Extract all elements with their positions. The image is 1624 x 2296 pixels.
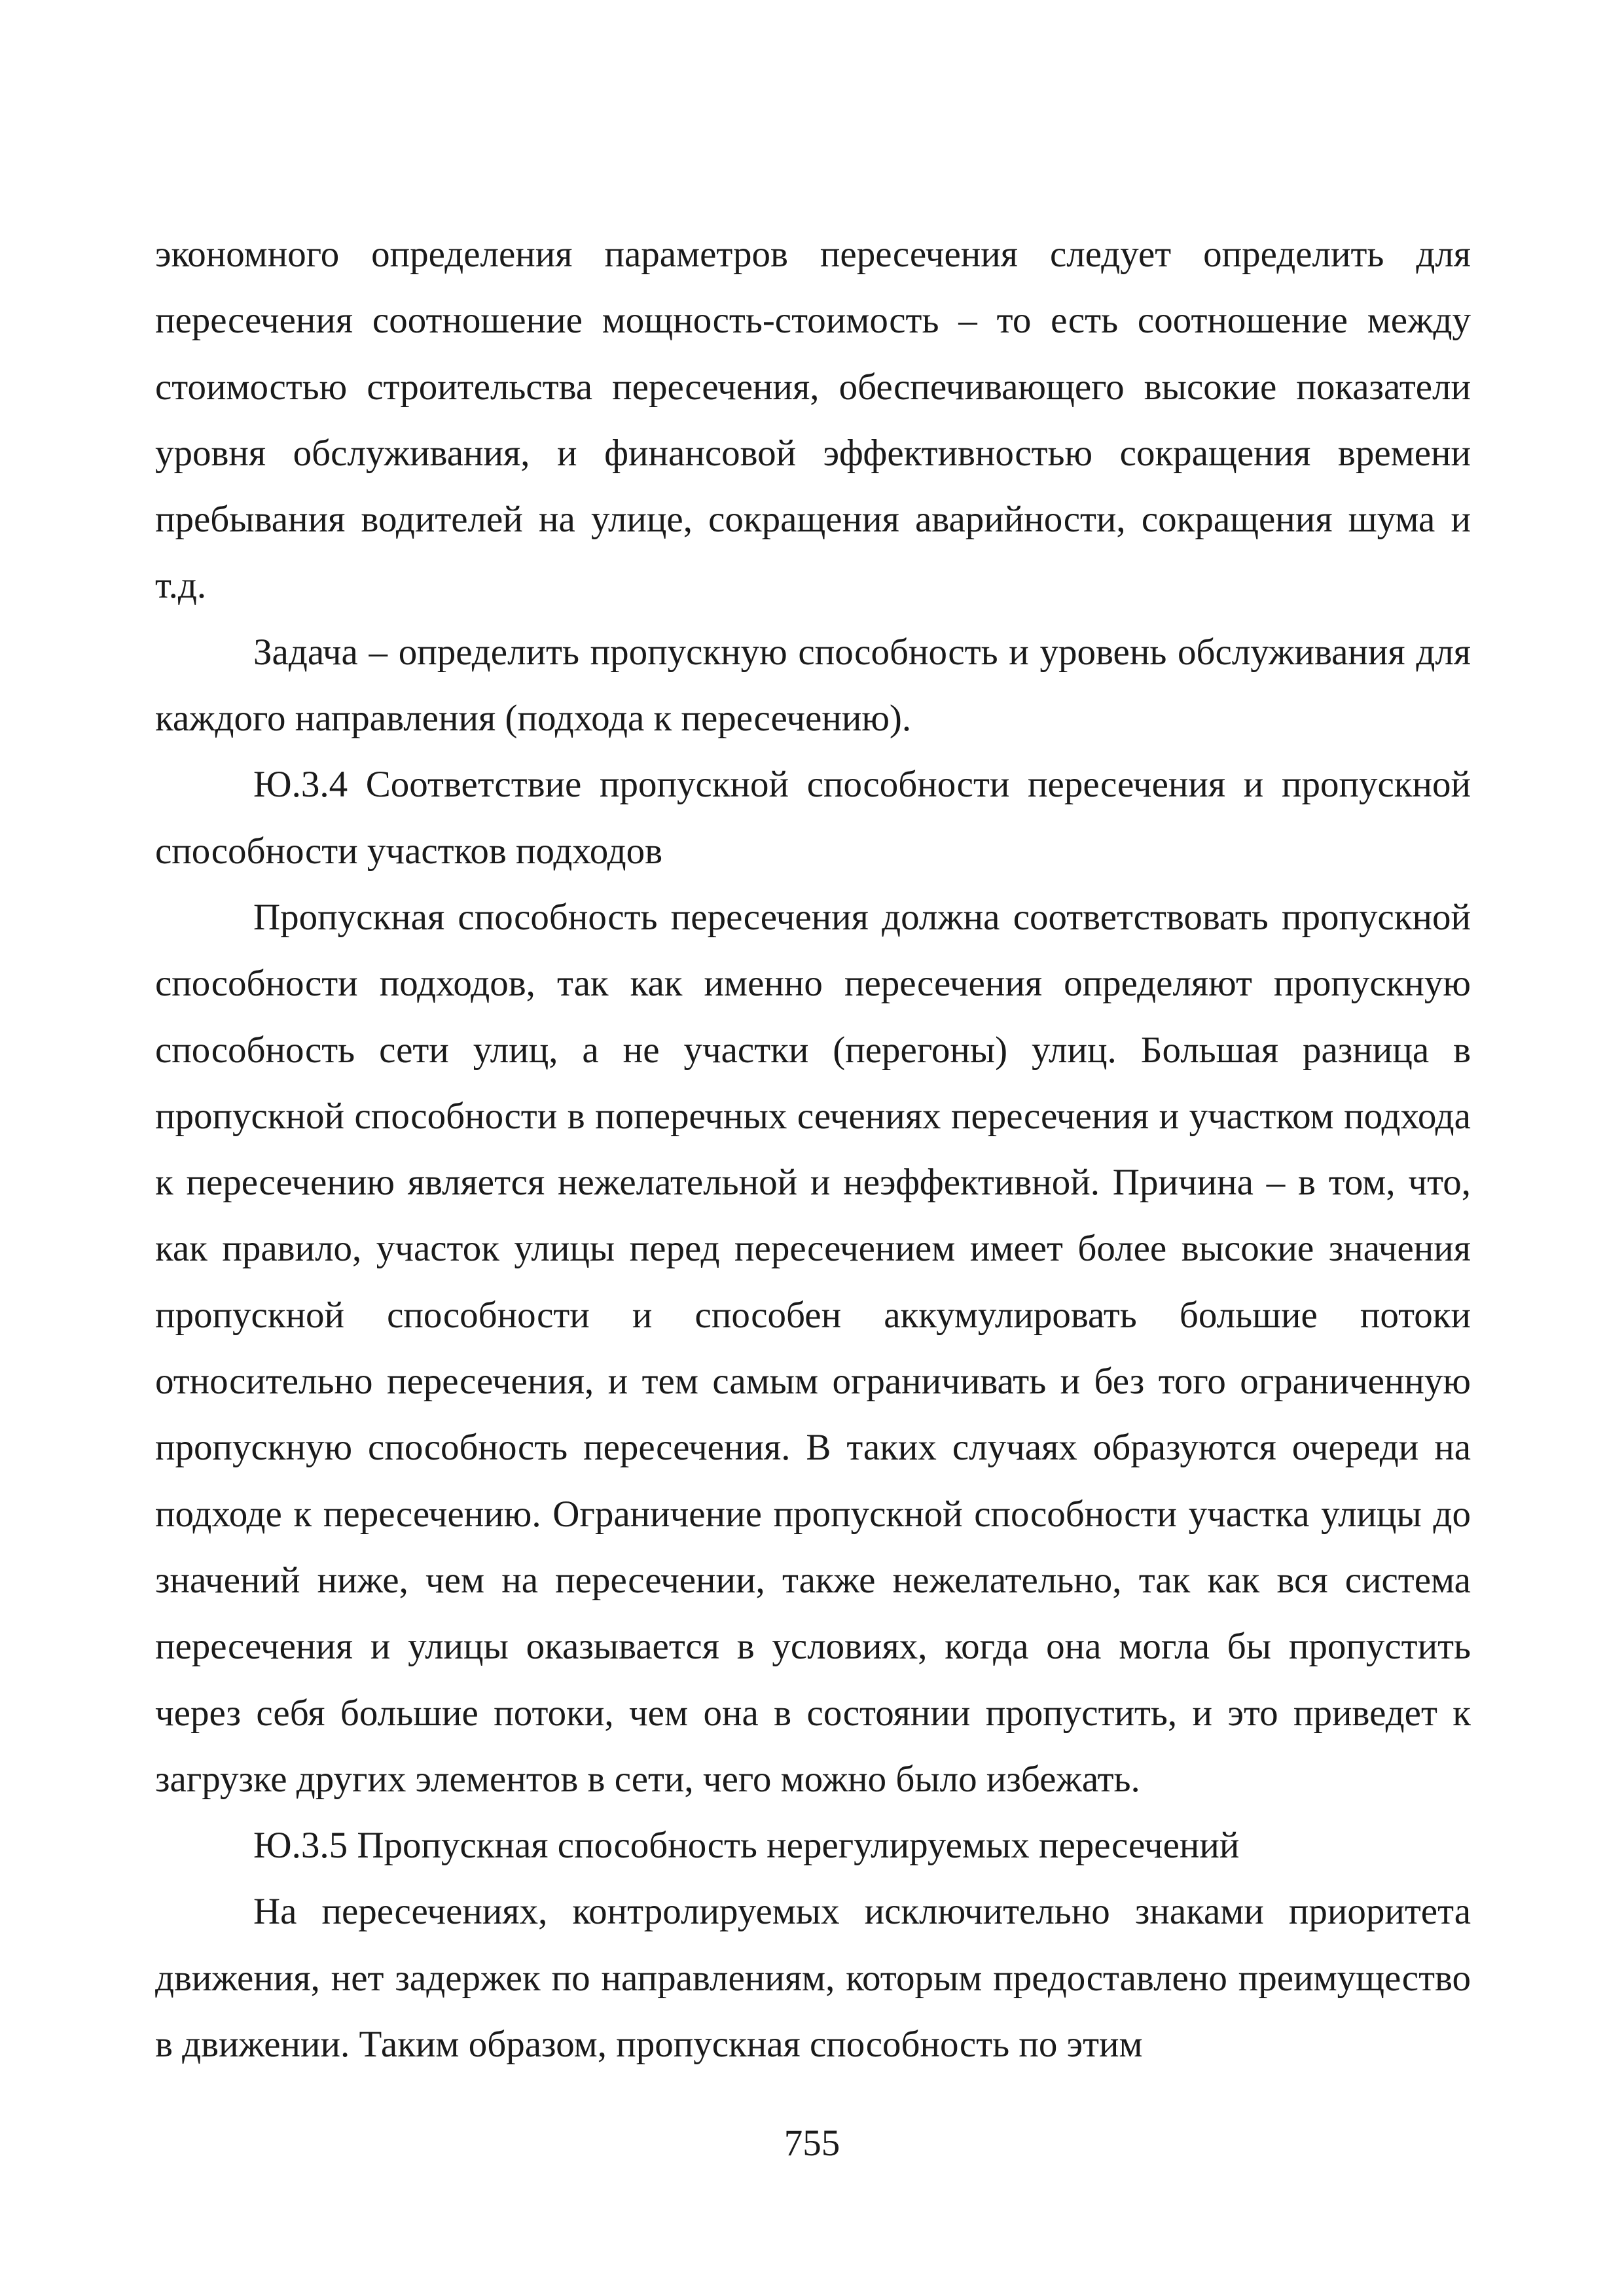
paragraph-task: Задача – определить пропускную способность и уровень обслуживания для каждого направления (подхода к пересечению). <box>155 631 1471 740</box>
paragraph-capacity-match: Пропускная способность пересечения должна соответствовать пропускной способности подходов, так как именно пересечения определяют пропускную способность сети улиц, а не участки (перегоны) улиц. Большая разница в пропускной способности в поперечных сечениях пересечения и участком подхода к пересечению является нежелательной и неэффективной. Причина – в том, что, как правило, участок улицы перед пересечением имеет более высокие значения пропускной способности и способен аккумулировать большие потоки относительно пересечения, и тем самым ограничивать и без того ограниченную пропускную способность пересечения. В таких случаях образуются очереди на подходе к пересечению. Ограничение пропускной способности участка улицы до значений ниже, чем на пересечении, также нежелательно, так как вся система пересечения и улицы оказывается в условиях, когда она могла бы пропустить через себя большие потоки, чем она в состоянии пропустить, и это приведет к загрузке других элементов в сети, чего можно было избежать. <box>155 896 1471 1800</box>
paragraph-unsignalized: На пересечениях, контролируемых исключительно знаками приоритета движения, нет задержек по направлениям, которым предоставлено преимущество в движении. Таким образом, пропускная способность по этим <box>155 1891 1471 2066</box>
body-text <box>155 221 1471 2077</box>
section-heading-3-5: Ю.3.5 Пропускная способность нерегулируемых пересечений <box>253 1825 1240 1867</box>
section-heading-3-4: Ю.3.4 Соответствие пропускной способности пересечения и пропускной способности участков подходов <box>155 764 1471 872</box>
page-number: 755 <box>784 2123 840 2164</box>
paragraph-intro-continuation: экономного определения параметров пересечения следует определить для пересечения соотношение мощность-стоимость – то есть соотношение между стоимостью строительства пересечения, обеспечивающего высокие показатели уровня обслуживания, и финансовой эффективностью сокращения времени пребывания водителей на улице, сокращения аварийности, сокращения шума и т.д. <box>155 234 1471 607</box>
